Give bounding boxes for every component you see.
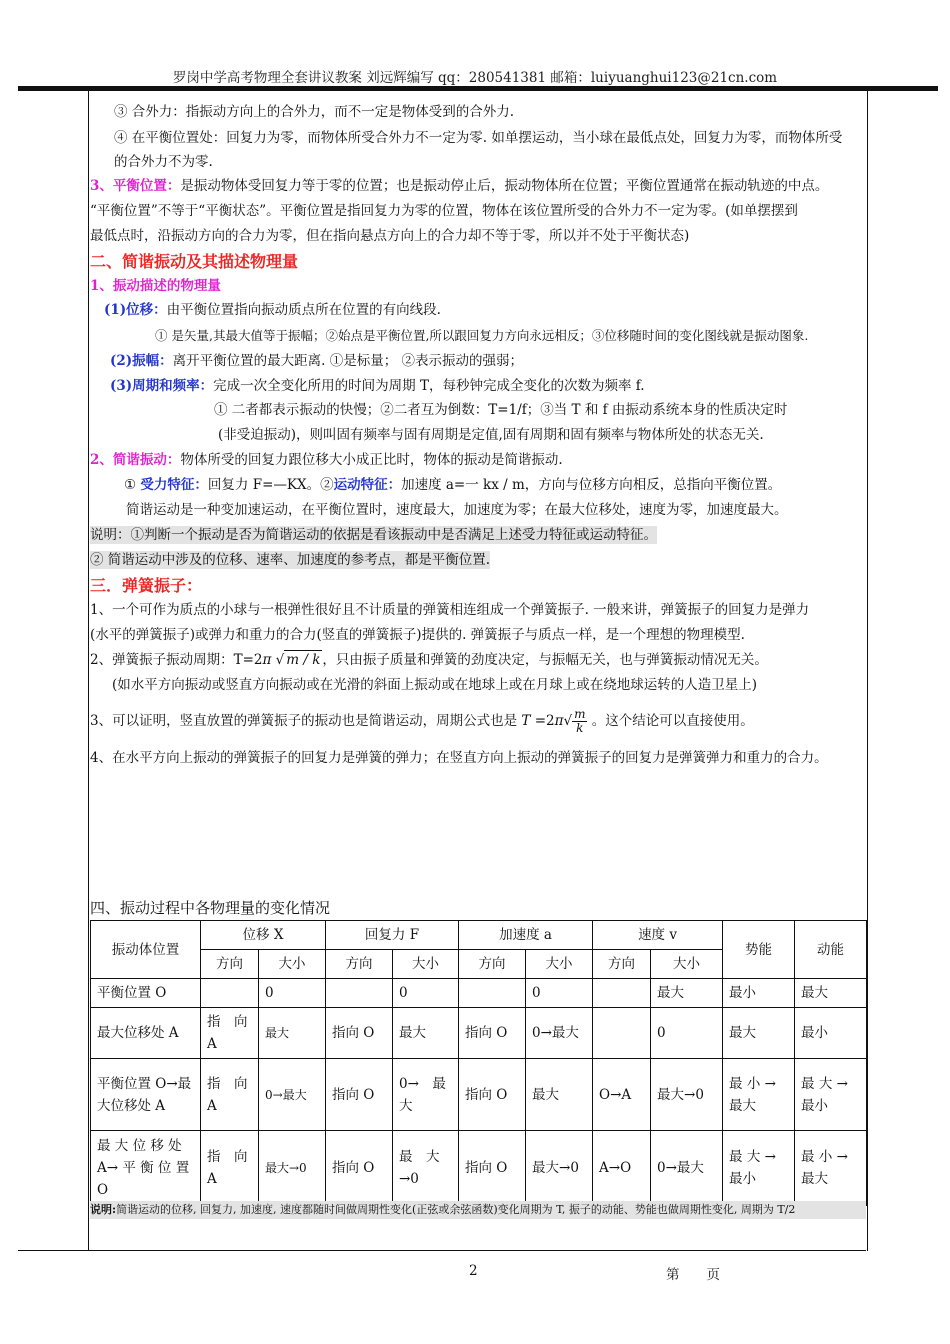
eq-position-line1: 是振动物体受回复力等于零的位置；也是振动停止后，振动物体所在位置；平衡位置通常在振动轨迹的中点。 bbox=[180, 178, 829, 194]
cell-potential: 最 小 → 最大 bbox=[723, 1059, 795, 1131]
cell-force-magnitude: 最大 bbox=[393, 1008, 459, 1059]
cell-disp-magnitude: 0 bbox=[259, 979, 326, 1008]
cell-position: 平衡位置 O bbox=[91, 979, 201, 1008]
header-position: 振动体位置 bbox=[91, 921, 201, 979]
motion-feature-text: 加速度 a=一 kx / m，方向与位移方向相反，总指向平衡位置。 bbox=[401, 477, 782, 493]
cell-position: 最大位移处 A bbox=[91, 1008, 201, 1059]
spring-para1-line1: 1、一个可作为质点的小球与一根弹性很好且不计质量的弹簧相连组成一个弹簧振子. 一般来讲，弹簧振子的回复力是弹力 bbox=[90, 602, 810, 618]
balance-note-line1: ④ 在平衡位置处：回复力为零，而物体所受合外力不一定为零. 如单摆运动，当小球在最低点处，回复力为零，而物体所受 bbox=[114, 130, 843, 146]
shm-note2: ② 简谐运动中涉及的位移、速率、加速度的参考点，都是平衡位置. bbox=[90, 552, 491, 568]
cell-vel-direction bbox=[593, 1008, 651, 1059]
subheader-magnitude: 大小 bbox=[393, 950, 459, 979]
page-header: 罗岗中学高考物理全套讲议教案 刘远辉编写 qq：280541381 邮箱：luiyuanghui123@21cn.com bbox=[172, 70, 778, 86]
cell-vel-magnitude: 0 bbox=[651, 1008, 723, 1059]
displacement-label: (1)位移： bbox=[104, 302, 167, 318]
header-force: 回复力 F bbox=[326, 921, 459, 950]
vertical-spring-prefix: 3、可以证明，竖直放置的弹簧振子的振动也是简谐运动，周期公式也是 bbox=[90, 713, 518, 729]
subheader-magnitude: 大小 bbox=[526, 950, 593, 979]
spring-para1-line2: (水平的弹簧振子)或弹力和重力的合力(竖直的弹簧振子)提供的. 弹簧振子与质点一样，是一个理想的物理模型. bbox=[90, 627, 745, 643]
cell-disp-magnitude: 最大 bbox=[259, 1008, 326, 1059]
eq-position-line2: “平衡位置”不等于“平衡状态”。平衡位置是指回复力为零的位置，物体在该位置所受的合外力不一定为零。(如单摆摆到 bbox=[90, 203, 798, 219]
cell-kinetic: 最大 bbox=[795, 979, 867, 1008]
footnote-label: 说明: bbox=[90, 1203, 117, 1216]
cell-acc-magnitude: 0 bbox=[526, 979, 593, 1008]
formula-T: T bbox=[521, 713, 531, 729]
cell-force-direction: 指向 O bbox=[326, 1131, 393, 1206]
vibration-table bbox=[90, 920, 867, 1206]
displacement-notes: ① 是矢量,其最大值等于振幅；②始点是平衡位置,所以跟回复力方向永远相反；③位移随时间的变化图线就是振动图象. bbox=[155, 328, 809, 343]
header-velocity: 速度 v bbox=[593, 921, 723, 950]
period-label: (3)周期和频率： bbox=[110, 378, 214, 394]
formula-pi: π bbox=[554, 713, 564, 729]
cell-vel-magnitude: 最大 bbox=[651, 979, 723, 1008]
cell-disp-direction: 指 向 A bbox=[201, 1131, 259, 1206]
eq-position-para bbox=[90, 177, 828, 195]
displacement-text: 由平衡位置指向振动质点所在位置的有向线段. bbox=[166, 302, 441, 318]
table-header-row bbox=[91, 921, 867, 950]
force-feature-label: 受力特征： bbox=[140, 477, 208, 493]
spring-period-prefix: 2、弹簧振子振动周期：T=2 bbox=[90, 652, 263, 668]
footnote-text: 简谐运动的位移, 回复力, 加速度, 速度都随时间做周期性变化(正弦或余弦函数)变化周期为 T, 振子的动能、势能也做周期性变化, 周期为 T/2 bbox=[116, 1203, 796, 1216]
eq-position-line3: 最低点时，沿振动方向的合力为零，但在指向悬点方向上的合力却不等于零，所以并不处于平衡状态) bbox=[90, 228, 690, 244]
cell-vel-direction bbox=[593, 979, 651, 1008]
period-note2: (非受迫振动)，则叫固有频率与固有周期是定值,固有周期和固有频率与物体所处的状态无关. bbox=[218, 427, 764, 443]
period-note1: ① 二者都表示振动的快慢；②二者互为倒数：T=1/f；③当 T 和 f 由振动系统本身的性质决定时 bbox=[214, 402, 788, 418]
amplitude-para bbox=[110, 352, 523, 370]
table-row bbox=[91, 979, 867, 1008]
subheader-direction: 方向 bbox=[201, 950, 259, 979]
cell-acc-direction bbox=[459, 979, 526, 1008]
cell-kinetic: 最 大 → 最小 bbox=[795, 1059, 867, 1131]
cell-position: 平衡位置 O→最大位移处 A bbox=[91, 1059, 201, 1131]
displacement-para bbox=[104, 301, 441, 319]
page-number: 2 bbox=[469, 1263, 478, 1279]
formula-numerator: m bbox=[574, 707, 586, 721]
cell-acc-direction: 指向 O bbox=[459, 1131, 526, 1206]
formula-eq: =2 bbox=[534, 713, 555, 729]
subheader-magnitude: 大小 bbox=[259, 950, 326, 979]
cell-force-magnitude: 0→ 最大 bbox=[393, 1059, 459, 1131]
formula-denominator: k bbox=[576, 721, 584, 735]
shm-para bbox=[90, 451, 563, 469]
cell-vel-magnitude: 最大→0 bbox=[651, 1059, 723, 1131]
cell-kinetic: 最 小 → 最大 bbox=[795, 1131, 867, 1206]
formula-sqrt-sign: √ bbox=[563, 713, 573, 729]
variable-accel-text: 简谐运动是一种变加速运动，在平衡位置时，速度最大，加速度为零；在最大位移处，速度为零，加速度最大。 bbox=[126, 502, 788, 518]
motion-feature-label: 运动特征： bbox=[333, 477, 402, 493]
table-footnote bbox=[90, 1201, 866, 1219]
section2-title: 二、简谐振动及其描述物理量 bbox=[90, 252, 299, 271]
cell-position: 最 大 位 移 处 A→ 平 衡 位 置 O bbox=[91, 1131, 201, 1206]
cell-disp-magnitude: 0→最大 bbox=[259, 1059, 326, 1131]
subheader-direction: 方向 bbox=[326, 950, 393, 979]
subheader-magnitude: 大小 bbox=[651, 950, 723, 979]
cell-acc-magnitude: 最大 bbox=[526, 1059, 593, 1131]
vertical-spring-suffix: 。这个结论可以直接使用。 bbox=[591, 713, 754, 729]
force-feature-text: 回复力 F=—KX。② bbox=[207, 477, 334, 493]
shm-text: 物体所受的回复力跟位移大小成正比时，物体的振动是简谐振动. bbox=[180, 452, 563, 468]
cell-potential: 最小 bbox=[723, 979, 795, 1008]
page-label: 第 页 bbox=[666, 1267, 720, 1283]
spring-restoring-force: 4、在水平方向上振动的弹簧振子的回复力是弹簧的弹力；在竖直方向上振动的弹簧振子的回复力是弹簧弹力和重力的合力。 bbox=[90, 750, 828, 766]
cell-vel-magnitude: 0→最大 bbox=[651, 1131, 723, 1206]
footer-rule bbox=[18, 1250, 866, 1251]
balance-note-line2: 的合外力不为零. bbox=[114, 154, 213, 170]
shm-label: 2、简谐振动： bbox=[90, 452, 181, 468]
section4-title: 四、振动过程中各物理量的变化情况 bbox=[90, 899, 331, 917]
cell-acc-magnitude: 0→最大 bbox=[526, 1008, 593, 1059]
cell-disp-direction: 指 向 A bbox=[201, 1008, 259, 1059]
cell-acc-magnitude: 最大→0 bbox=[526, 1131, 593, 1206]
spring-period-radicand: m / k bbox=[286, 652, 321, 668]
amplitude-text: 离开平衡位置的最大距离. ①是标量； ②表示振动的强弱； bbox=[172, 353, 524, 369]
eq-position-label: 3、平衡位置： bbox=[90, 178, 181, 194]
cell-kinetic: 最小 bbox=[795, 1008, 867, 1059]
section3-title: 三．弹簧振子： bbox=[90, 576, 203, 595]
table-row bbox=[91, 1008, 867, 1059]
subheader-direction: 方向 bbox=[593, 950, 651, 979]
sqrt-sign: √ bbox=[275, 652, 285, 668]
header-potential: 势能 bbox=[723, 921, 795, 979]
cell-potential: 最 大 → 最小 bbox=[723, 1131, 795, 1206]
cell-disp-direction bbox=[201, 979, 259, 1008]
pi-symbol: π bbox=[262, 652, 272, 668]
header-kinetic: 动能 bbox=[795, 921, 867, 979]
period-text: 完成一次全变化所用的时间为周期 T，每秒钟完成全变化的次数为频率 f. bbox=[213, 378, 645, 394]
spring-period-para bbox=[90, 650, 768, 669]
shm-note1: 说明：①判断一个振动是否为简谐运动的依据是看该振动中是否满足上述受力特征或运动特征。 bbox=[90, 527, 657, 543]
cell-acc-direction: 指向 O bbox=[459, 1059, 526, 1131]
table-row bbox=[91, 1059, 867, 1131]
features-para bbox=[124, 476, 781, 494]
cell-disp-magnitude: 最大→0 bbox=[259, 1131, 326, 1206]
formula-fraction bbox=[572, 708, 587, 735]
header-displacement: 位移 X bbox=[201, 921, 326, 950]
vertical-spring-para bbox=[90, 707, 754, 735]
cell-force-magnitude: 最 大 →0 bbox=[393, 1131, 459, 1206]
cell-potential: 最大 bbox=[723, 1008, 795, 1059]
cell-disp-direction: 指 向 A bbox=[201, 1059, 259, 1131]
feature-prefix: ① bbox=[124, 477, 137, 493]
cell-vel-direction: A→O bbox=[593, 1131, 651, 1206]
amplitude-label: (2)振幅： bbox=[110, 353, 173, 369]
net-force-note: ③ 合外力：指振动方向上的合外力，而不一定是物体受到的合外力. bbox=[114, 104, 515, 120]
table-row bbox=[91, 1131, 867, 1206]
cell-force-direction: 指向 O bbox=[326, 1008, 393, 1059]
section2-subtitle: 1、振动描述的物理量 bbox=[90, 278, 221, 294]
cell-force-direction bbox=[326, 979, 393, 1008]
cell-vel-direction: O→A bbox=[593, 1059, 651, 1131]
subheader-direction: 方向 bbox=[459, 950, 526, 979]
cell-force-direction: 指向 O bbox=[326, 1059, 393, 1131]
cell-acc-direction: 指向 O bbox=[459, 1008, 526, 1059]
header-acceleration: 加速度 a bbox=[459, 921, 593, 950]
spring-period-suffix: ，只由振子质量和弹簧的劲度决定，与振幅无关，也与弹簧振动情况无关。 bbox=[322, 652, 768, 668]
period-para bbox=[110, 377, 645, 395]
spring-period-note: (如水平方向振动或竖直方向振动或在光滑的斜面上振动或在地球上或在月球上或在绕地球运转的人造卫星上) bbox=[112, 677, 758, 693]
cell-force-magnitude: 0 bbox=[393, 979, 459, 1008]
